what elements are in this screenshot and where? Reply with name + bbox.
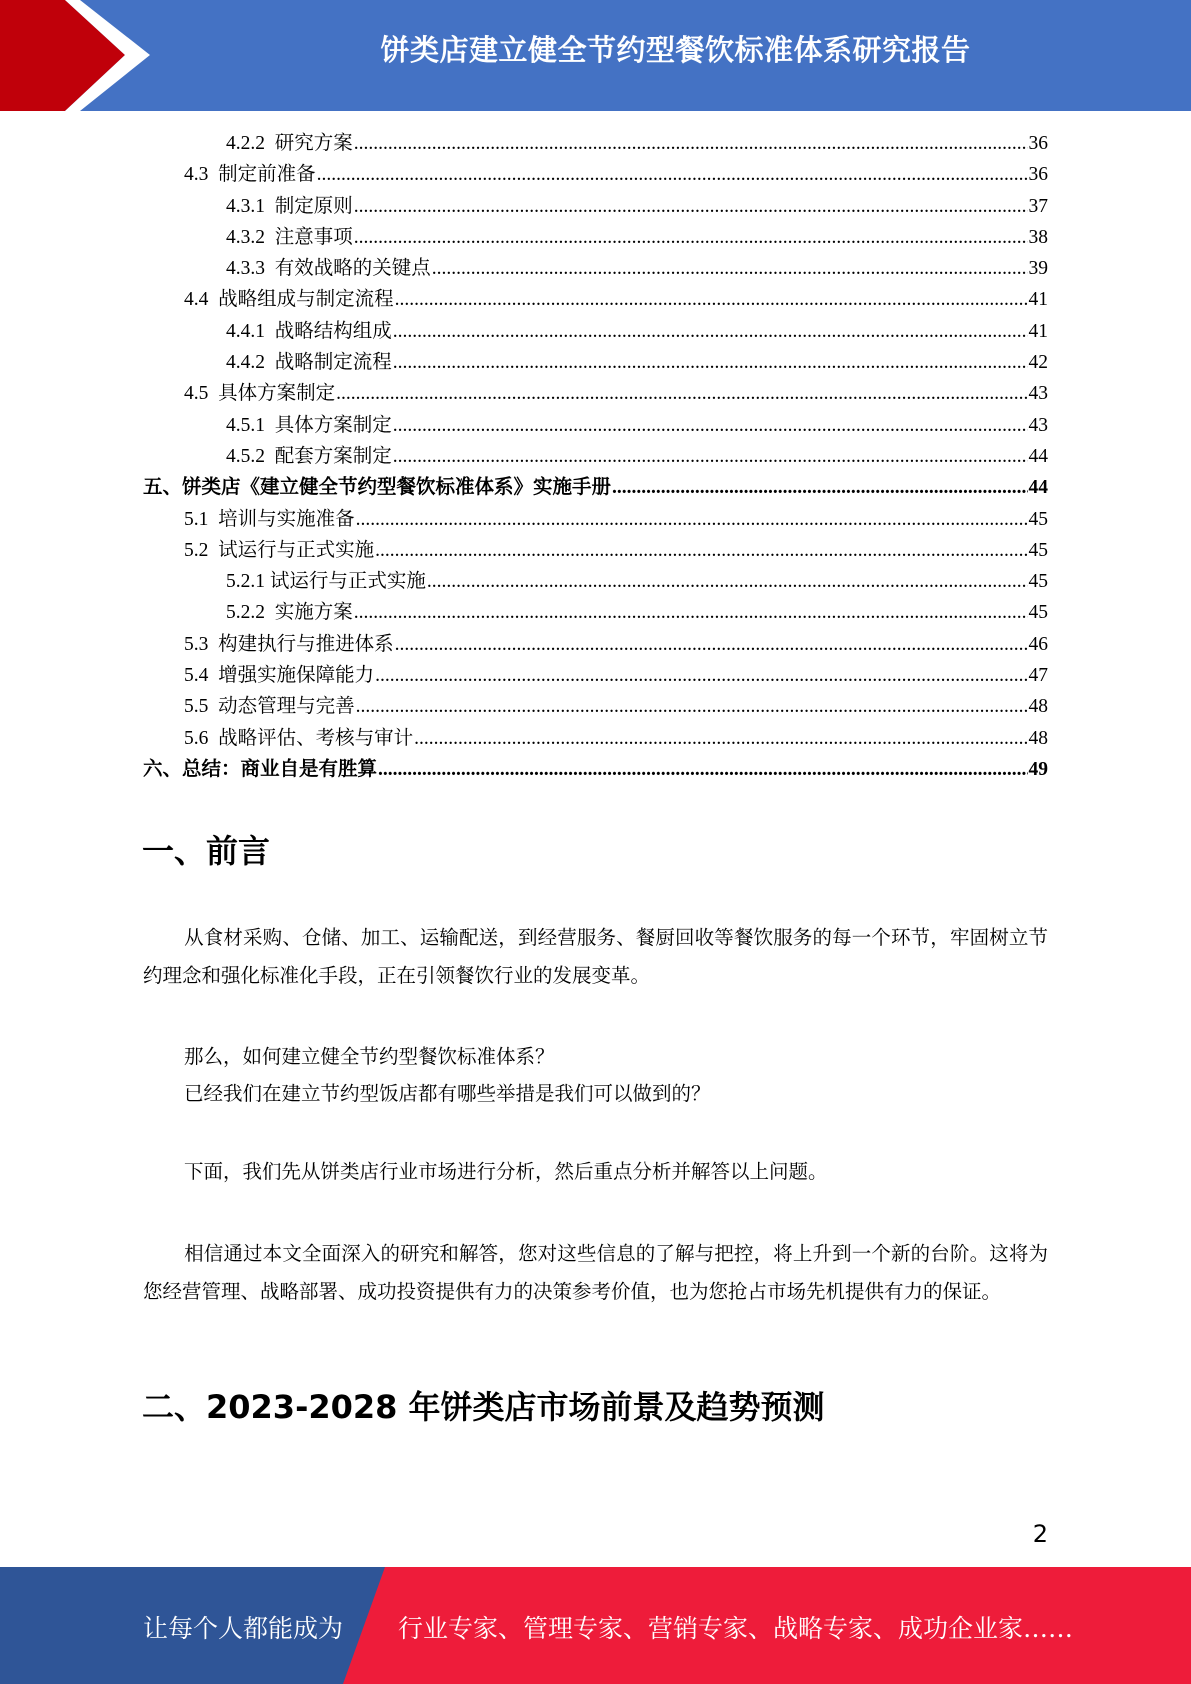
- toc-entry-number: 5.3: [184, 633, 219, 655]
- footer-slogan-right: 行业专家、管理专家、营销专家、战略专家、成功企业家……: [398, 1614, 1074, 1643]
- toc-entry[interactable]: [143, 535, 1048, 566]
- paragraph-analysis: 下面，我们先从饼类店行业市场进行分析，然后重点分析并解答以上问题。: [184, 1162, 828, 1183]
- toc-entry-number: 4.3.1: [226, 195, 275, 217]
- toc-entry-number: 5.1: [184, 508, 219, 530]
- toc-entry[interactable]: [143, 441, 1048, 472]
- toc-dot-leader: [612, 472, 1027, 503]
- toc-entry-title: 构建执行与推进体系: [218, 633, 394, 655]
- toc-entry[interactable]: [143, 597, 1048, 628]
- toc-entry[interactable]: [143, 159, 1048, 190]
- toc-entry-page: 42: [1028, 352, 1048, 374]
- toc-entry-page: 39: [1028, 258, 1048, 280]
- toc-entry-number: 5.2: [184, 539, 219, 561]
- toc-entry[interactable]: [143, 347, 1048, 378]
- toc-entry-number: 4.5: [184, 383, 219, 405]
- toc-entry-title: 五、饼类店《建立健全节约型餐饮标准体系》实施手册: [143, 477, 612, 499]
- toc-entry[interactable]: [143, 222, 1048, 253]
- toc-entry-number: 4.4: [184, 289, 219, 311]
- toc-entry-page: 47: [1028, 665, 1048, 687]
- toc-entry-number: 4.4.2: [226, 352, 275, 374]
- toc-entry[interactable]: [143, 284, 1048, 315]
- section-heading-preface: 一、前言: [142, 832, 271, 870]
- toc-entry-title: 战略结构组成: [274, 320, 392, 342]
- toc-dot-leader: [432, 253, 1028, 284]
- toc-entry-page: 45: [1028, 571, 1048, 593]
- red-chevron-decoration: [0, 0, 160, 111]
- toc-entry-page: 43: [1028, 383, 1048, 405]
- header-banner: [0, 0, 1191, 111]
- toc-dot-leader: [375, 660, 1027, 691]
- toc-entry[interactable]: [143, 410, 1048, 441]
- toc-entry[interactable]: [143, 723, 1048, 754]
- toc-dot-leader: [354, 597, 1028, 628]
- toc-entry[interactable]: [143, 754, 1048, 785]
- toc-dot-leader: [336, 378, 1027, 409]
- toc-dot-leader: [395, 284, 1028, 315]
- toc-entry-title: 具体方案制定: [274, 414, 392, 436]
- toc-entry[interactable]: [143, 191, 1048, 222]
- toc-dot-leader: [393, 441, 1028, 472]
- toc-entry-number: 4.4.1: [226, 320, 275, 342]
- footer-slogan-left: 让每个人都能成为: [143, 1614, 344, 1643]
- toc-entry[interactable]: [143, 691, 1048, 722]
- toc-entry-title: 制定原则: [274, 195, 353, 217]
- toc-dot-leader: [395, 629, 1028, 660]
- toc-entry-title: 实施方案: [274, 602, 353, 624]
- toc-entry-page: 45: [1028, 539, 1048, 561]
- toc-entry[interactable]: [143, 378, 1048, 409]
- toc-entry-page: 38: [1028, 226, 1048, 248]
- toc-entry-title: 制定前准备: [218, 164, 316, 186]
- toc-entry-title: 注意事项: [274, 226, 353, 248]
- toc-entry-page: 44: [1028, 445, 1048, 467]
- paragraph-intro: 从食材采购、仓储、加工、运输配送，到经营服务、餐厨回收等餐饮服务的每一个环节，牢固树立节约理念和强化标准化手段，正在引领餐饮行业的发展变革。: [143, 928, 1048, 987]
- toc-entry-number: 4.3.2: [226, 226, 275, 248]
- toc-dot-leader: [378, 754, 1027, 785]
- toc-entry-page: 45: [1028, 508, 1048, 530]
- toc-entry-title: 六、总结：商业自是有胜算: [143, 758, 378, 780]
- toc-entry-number: 5.5: [184, 696, 219, 718]
- toc-dot-leader: [317, 159, 1028, 190]
- toc-dot-leader: [354, 128, 1028, 159]
- toc-entry-page: 36: [1028, 133, 1048, 154]
- toc-entry[interactable]: [143, 660, 1048, 691]
- toc-entry-page: 45: [1028, 602, 1048, 624]
- toc-entry-page: 41: [1028, 289, 1048, 311]
- toc-entry-number: 5.6: [184, 727, 219, 749]
- toc-entry[interactable]: [143, 629, 1048, 660]
- toc-entry-title: 培训与实施准备: [218, 508, 355, 530]
- footer-banner: [0, 1567, 1191, 1684]
- toc-dot-leader: [356, 504, 1028, 535]
- section-heading-market: 二、2023-2028 年饼类店市场前景及趋势预测: [142, 1388, 825, 1426]
- toc-dot-leader: [354, 222, 1028, 253]
- toc-entry-number: 5.2.2: [226, 602, 275, 624]
- toc-dot-leader: [393, 316, 1028, 347]
- toc-entry[interactable]: [143, 316, 1048, 347]
- toc-entry-page: 48: [1028, 696, 1048, 718]
- toc-entry-page: 41: [1028, 320, 1048, 342]
- question-line-1: 那么，如何建立健全节约型餐饮标准体系？: [184, 1047, 555, 1068]
- toc-entry-page: 43: [1028, 414, 1048, 436]
- toc-dot-leader: [414, 723, 1027, 754]
- toc-dot-leader: [354, 191, 1028, 222]
- toc-dot-leader: [393, 347, 1028, 378]
- toc-entry-title: 战略评估、考核与审计: [218, 727, 414, 749]
- report-title: 饼类店建立健全节约型餐饮标准体系研究报告: [380, 33, 971, 67]
- toc-entry-number: 4.3: [184, 164, 219, 186]
- toc-entry-number: 5.2.1: [226, 571, 270, 593]
- page-number: 2: [1032, 1520, 1048, 1548]
- toc-entry-page: 49: [1028, 758, 1048, 780]
- toc-entry-title: 研究方案: [274, 133, 353, 154]
- toc-entry-page: 37: [1028, 195, 1048, 217]
- toc-entry-number: 4.5.1: [226, 414, 275, 436]
- toc-entry[interactable]: [143, 504, 1048, 535]
- question-line-2: 已经我们在建立节约型饭店都有哪些举措是我们可以做到的？: [184, 1084, 711, 1105]
- toc-entry-title: 试运行与正式实施: [269, 571, 426, 593]
- toc-entry-page: 44: [1028, 477, 1048, 499]
- toc-entry-page: 36: [1028, 164, 1048, 186]
- toc-entry-title: 战略制定流程: [274, 352, 392, 374]
- toc-dot-leader: [356, 691, 1028, 722]
- toc-entry-title: 动态管理与完善: [218, 696, 355, 718]
- toc-entry[interactable]: [143, 566, 1048, 597]
- toc-entry-title: 配套方案制定: [274, 445, 392, 467]
- toc-entry-number: 4.3.3: [226, 258, 275, 280]
- toc-entry[interactable]: [143, 128, 1048, 159]
- toc-entry-number: 5.4: [184, 665, 219, 687]
- toc-entry-number: 4.5.2: [226, 445, 275, 467]
- toc-entry-title: 战略组成与制定流程: [218, 289, 394, 311]
- toc-entry-page: 48: [1028, 727, 1048, 749]
- toc-dot-leader: [427, 566, 1028, 597]
- toc-dot-leader: [375, 535, 1027, 566]
- toc-entry[interactable]: [143, 253, 1048, 284]
- toc-entry-number: 4.2.2: [226, 133, 275, 154]
- paragraph-conclusion: 相信通过本文全面深入的研究和解答，您对这些信息的了解与把控，将上升到一个新的台阶。这将为您经营管理、战略部署、成功投资提供有力的决策参考价值，也为您抢占市场先机提供有力的保证。: [143, 1244, 1048, 1303]
- toc-entry-title: 试运行与正式实施: [218, 539, 375, 561]
- toc-entry-page: 46: [1028, 633, 1048, 655]
- toc-entry-title: 有效战略的关键点: [274, 258, 431, 280]
- toc-dot-leader: [393, 410, 1028, 441]
- toc-entry[interactable]: [143, 472, 1048, 503]
- toc-entry-title: 具体方案制定: [218, 383, 336, 405]
- toc-entry-title: 增强实施保障能力: [218, 665, 375, 687]
- table-of-contents: [143, 128, 1048, 785]
